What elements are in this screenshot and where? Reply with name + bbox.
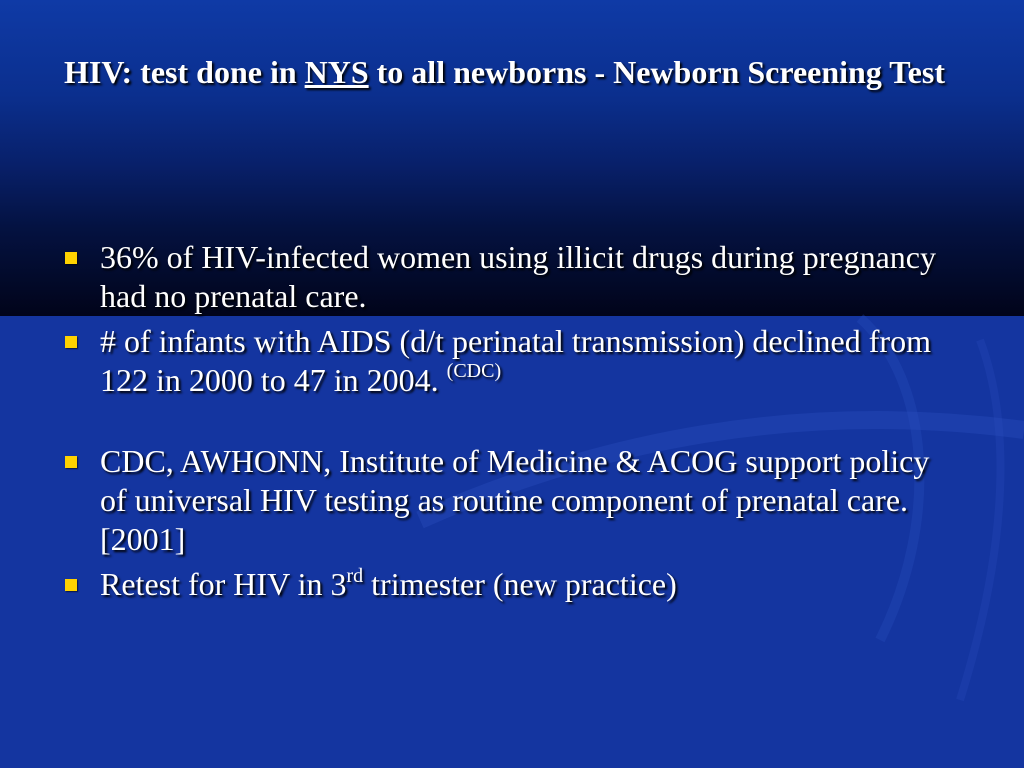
- bullet-item: [62, 238, 962, 316]
- title-link-nys[interactable]: NYS: [304, 54, 369, 90]
- superscript: rd: [346, 565, 364, 587]
- bullet-text: CDC, AWHONN, Institute of Medicine & ACOG support policy of universal HIV testing as routine component of prenatal care. [2001]: [100, 443, 930, 557]
- citation: (CDC): [446, 360, 502, 382]
- bullet-list: [62, 238, 962, 604]
- bullet-item: [62, 565, 962, 604]
- bullet-text-after: trimester (new practice): [363, 566, 677, 602]
- bullet-text: # of infants with AIDS (d/t perinatal transmission) declined from 122 in 2000 to 47 in 2004.: [100, 323, 931, 398]
- bullet-item: [62, 442, 962, 559]
- bullet-square-icon: [65, 456, 77, 468]
- bullet-square-icon: [65, 336, 77, 348]
- bullet-text: 36% of HIV-infected women using illicit drugs during pregnancy had no prenatal care.: [100, 239, 936, 314]
- slide-title: [64, 54, 1000, 91]
- bullet-text-before: Retest for HIV in 3: [100, 566, 347, 602]
- title-part-2: to all newborns - Newborn Screening Test: [368, 54, 945, 90]
- bullet-square-icon: [65, 579, 77, 591]
- bullet-square-icon: [65, 252, 77, 264]
- title-part-1: HIV: test done in: [64, 54, 305, 90]
- bullet-item: [62, 322, 962, 400]
